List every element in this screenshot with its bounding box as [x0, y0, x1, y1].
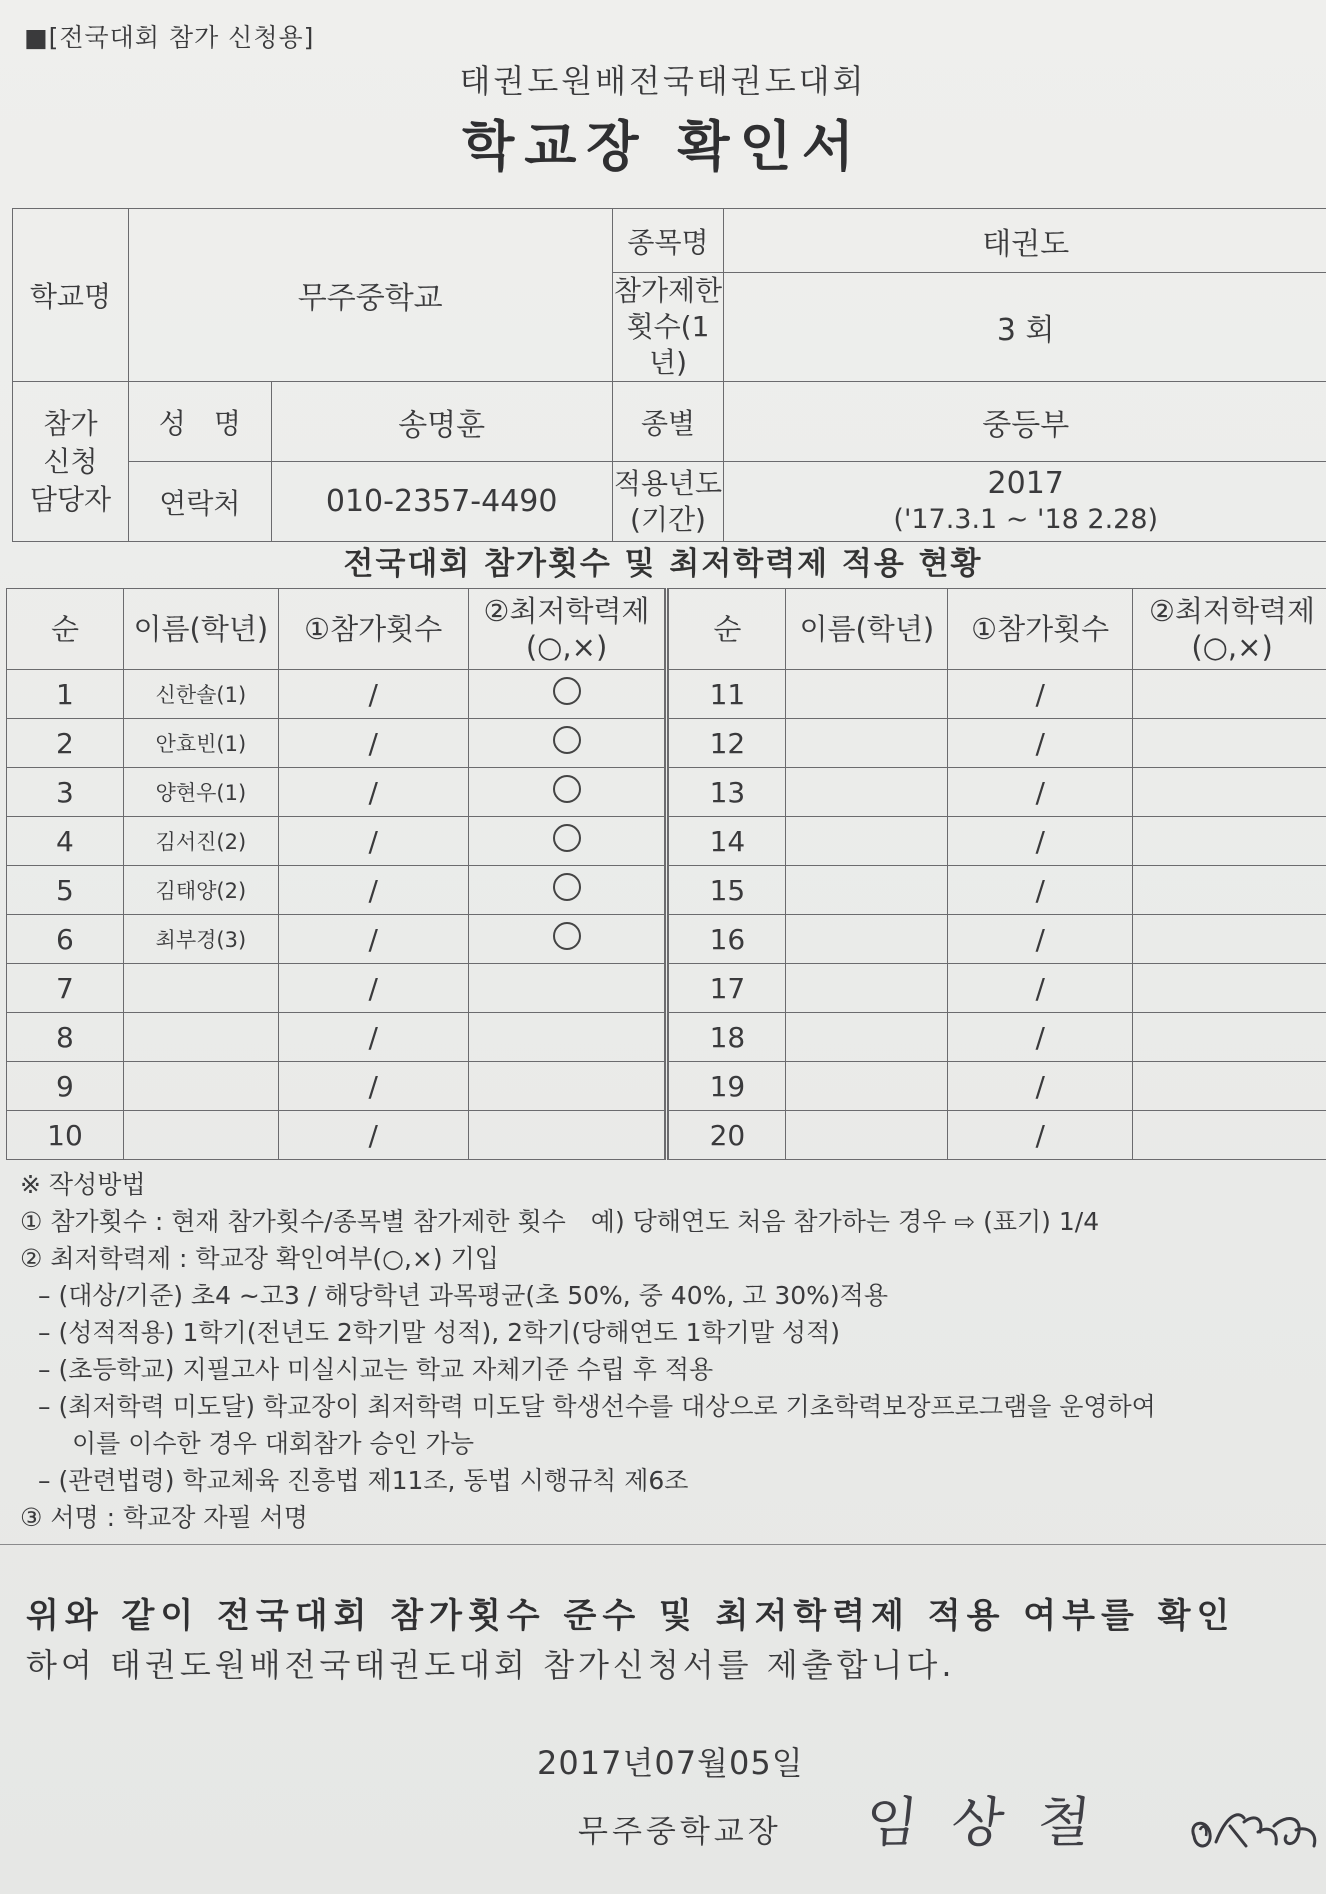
row-name	[786, 670, 948, 719]
table-row	[7, 1111, 1326, 1160]
row-no: 16	[667, 915, 786, 964]
row-no: 3	[7, 768, 124, 817]
table-row	[7, 768, 1326, 817]
header-min-grade-2-line2: (○,×)	[1191, 630, 1273, 664]
row-name	[786, 768, 948, 817]
note-subitem: – (관련법령) 학교체육 진흥법 제11조, 동법 시행규칙 제6조	[38, 1466, 689, 1495]
header-name-2: 이름(학년)	[786, 589, 948, 670]
row-name	[123, 1013, 278, 1062]
row-no: 4	[7, 817, 124, 866]
row-count: /	[948, 670, 1133, 719]
row-min-grade	[468, 866, 667, 915]
row-name: 안효빈(1)	[123, 719, 278, 768]
row-name	[786, 719, 948, 768]
row-name: 신한솔(1)	[123, 670, 278, 719]
row-name: 김서진(2)	[123, 817, 278, 866]
row-min-grade	[1133, 915, 1326, 964]
row-min-grade	[468, 768, 667, 817]
note-subitem-continued: 이를 이수한 경우 대회참가 승인 가능	[72, 1429, 474, 1458]
applicant-label	[13, 382, 129, 542]
row-count: /	[948, 1062, 1133, 1111]
row-min-grade	[1133, 719, 1326, 768]
row-count: /	[278, 768, 468, 817]
row-no: 18	[667, 1013, 786, 1062]
table-row	[7, 719, 1326, 768]
note-subitem: – (대상/기준) 초4 ~고3 / 해당학년 과목평균(초 50%, 중 40%, 고 30%)적용	[38, 1281, 888, 1310]
row-no: 15	[667, 866, 786, 915]
row-count: /	[278, 866, 468, 915]
row-count: /	[948, 817, 1133, 866]
row-no: 6	[7, 915, 124, 964]
row-min-grade	[468, 719, 667, 768]
row-name	[786, 817, 948, 866]
header-min-grade	[468, 589, 667, 670]
row-name	[786, 915, 948, 964]
row-no: 11	[667, 670, 786, 719]
confirmation-line2: 하여 태권도원배전국태권도대회 참가신청서를 제출합니다.	[26, 1646, 956, 1684]
circle-o-mark-icon	[553, 677, 581, 705]
row-min-grade	[1133, 866, 1326, 915]
row-count: /	[948, 1111, 1133, 1160]
row-no: 1	[7, 670, 124, 719]
limit-label	[612, 273, 724, 382]
contact-value: 010-2357-4490	[271, 462, 612, 542]
row-count: /	[278, 719, 468, 768]
school-name-label: 학교명	[13, 209, 129, 382]
row-count: /	[948, 866, 1133, 915]
row-name	[123, 964, 278, 1013]
table-row	[7, 817, 1326, 866]
applicant-name-label: 성 명	[128, 382, 271, 462]
period-value: ('17.3.1 ~ '18 2.28)	[893, 503, 1159, 535]
row-min-grade	[1133, 964, 1326, 1013]
table-row	[7, 1013, 1326, 1062]
row-count: /	[948, 719, 1133, 768]
row-name	[123, 1062, 278, 1111]
year-cell	[724, 462, 1326, 542]
row-no: 20	[667, 1111, 786, 1160]
instructions	[20, 1166, 1326, 1536]
row-count: /	[948, 964, 1133, 1013]
row-no: 10	[7, 1111, 124, 1160]
table-row	[7, 964, 1326, 1013]
table-row	[7, 670, 1326, 719]
note-subitem: – (성적적용) 1학기(전년도 2학기말 성적), 2학기(당해연도 1학기말 성적)	[38, 1318, 840, 1347]
row-min-grade	[468, 915, 667, 964]
row-min-grade	[1133, 1111, 1326, 1160]
confirmation-line1: 위와 같이 전국대회 참가횟수 준수 및 최저학력제 적용 여부를 확인	[26, 1596, 1236, 1636]
event-value: 태권도	[724, 209, 1326, 273]
table-header-row	[7, 589, 1326, 670]
row-name: 최부경(3)	[123, 915, 278, 964]
limit-value: 3 회	[724, 273, 1326, 382]
circle-o-mark-icon	[553, 775, 581, 803]
signature-date: 2017년07월05일	[537, 1744, 804, 1782]
table-row	[7, 866, 1326, 915]
header-no: 순	[7, 589, 124, 670]
row-min-grade	[1133, 670, 1326, 719]
row-min-grade	[1133, 1013, 1326, 1062]
status-table-title: 전국대회 참가횟수 및 최저학력제 적용 현황	[343, 546, 983, 582]
row-count: /	[278, 1062, 468, 1111]
principal-title: 무주중학교장	[578, 1814, 782, 1850]
division-value: 중등부	[724, 382, 1326, 462]
row-name	[786, 866, 948, 915]
division-label: 종별	[612, 382, 724, 462]
row-count: /	[278, 915, 468, 964]
page-title: 학교장 확인서	[462, 115, 864, 178]
note-item: ② 최저학력제 : 학교장 확인여부(○,×) 기입	[20, 1244, 499, 1273]
year-label-line2: (기간)	[630, 502, 706, 536]
year-value: 2017	[987, 465, 1064, 501]
participation-table	[6, 588, 1326, 1160]
note-item: ① 참가횟수 : 현재 참가횟수/종목별 참가제한 횟수 예) 당해연도 처음 참가하는 경우 ⇨ (표기) 1/4	[20, 1207, 1100, 1236]
contact-label: 연락처	[128, 462, 271, 542]
row-count: /	[278, 1013, 468, 1062]
competition-name: 태권도원배전국태권도대회	[459, 62, 867, 100]
notes-heading: ※ 작성방법	[20, 1170, 146, 1199]
row-name	[786, 1013, 948, 1062]
row-name	[786, 964, 948, 1013]
form-tag: ■[전국대회 참가 신청용]	[24, 23, 315, 52]
row-name: 김태양(2)	[123, 866, 278, 915]
row-count: /	[278, 1111, 468, 1160]
row-no: 17	[667, 964, 786, 1013]
header-name: 이름(학년)	[123, 589, 278, 670]
row-no: 12	[667, 719, 786, 768]
row-no: 5	[7, 866, 124, 915]
applicant-name-value: 송명훈	[271, 382, 612, 462]
row-name	[786, 1111, 948, 1160]
row-min-grade	[468, 1062, 667, 1111]
circle-o-mark-icon	[553, 922, 581, 950]
row-name	[123, 1111, 278, 1160]
header-count-2: ①참가횟수	[948, 589, 1133, 670]
note-subitem: – (최저학력 미도달) 학교장이 최저학력 미도달 학생선수를 대상으로 기초학력보장프로그램을 운영하여	[38, 1392, 1156, 1421]
row-no: 13	[667, 768, 786, 817]
limit-label-line1: 참가제한	[613, 274, 723, 307]
note-item: ③ 서명 : 학교장 자필 서명	[20, 1503, 308, 1532]
header-count: ①참가횟수	[278, 589, 468, 670]
row-min-grade	[468, 964, 667, 1013]
circle-o-mark-icon	[553, 873, 581, 901]
row-no: 7	[7, 964, 124, 1013]
year-label-line1: 적용년도	[613, 466, 723, 500]
table-row	[7, 1062, 1326, 1111]
row-min-grade	[468, 817, 667, 866]
row-min-grade	[468, 1013, 667, 1062]
row-count: /	[948, 1013, 1133, 1062]
note-subitem: – (초등학교) 지필고사 미실시교는 학교 자체기준 수립 후 적용	[38, 1355, 714, 1384]
row-no: 9	[7, 1062, 124, 1111]
handwritten-seal-icon	[1186, 1796, 1326, 1866]
circle-o-mark-icon	[553, 824, 581, 852]
row-no: 2	[7, 719, 124, 768]
row-count: /	[278, 670, 468, 719]
row-count: /	[278, 964, 468, 1013]
header-min-grade-2	[1133, 589, 1326, 670]
row-name: 양현우(1)	[123, 768, 278, 817]
row-no: 19	[667, 1062, 786, 1111]
row-min-grade	[468, 1111, 667, 1160]
header-min-grade-2-line1: ②최저학력제	[1149, 594, 1316, 628]
applicant-label-line1: 참가	[43, 406, 98, 440]
principal-name: 임상철	[862, 1791, 1128, 1854]
year-label	[612, 462, 724, 542]
row-min-grade	[1133, 768, 1326, 817]
applicant-label-line3: 담당자	[29, 482, 112, 516]
row-count: /	[948, 768, 1133, 817]
info-table	[12, 208, 1326, 542]
row-min-grade	[468, 670, 667, 719]
header-no-2: 순	[667, 589, 786, 670]
event-label: 종목명	[612, 209, 724, 273]
table-row	[7, 915, 1326, 964]
divider	[0, 1544, 1326, 1545]
circle-o-mark-icon	[553, 726, 581, 754]
row-min-grade	[1133, 1062, 1326, 1111]
applicant-label-line2: 신청	[43, 444, 98, 478]
row-name	[786, 1062, 948, 1111]
row-count: /	[948, 915, 1133, 964]
row-no: 8	[7, 1013, 124, 1062]
limit-label-line2: 횟수(1년)	[626, 310, 710, 379]
row-no: 14	[667, 817, 786, 866]
row-count: /	[278, 817, 468, 866]
school-name-value: 무주중학교	[128, 209, 612, 382]
header-min-grade-line1: ②최저학력제	[483, 594, 650, 628]
row-min-grade	[1133, 817, 1326, 866]
header-min-grade-line2: (○,×)	[525, 630, 608, 664]
